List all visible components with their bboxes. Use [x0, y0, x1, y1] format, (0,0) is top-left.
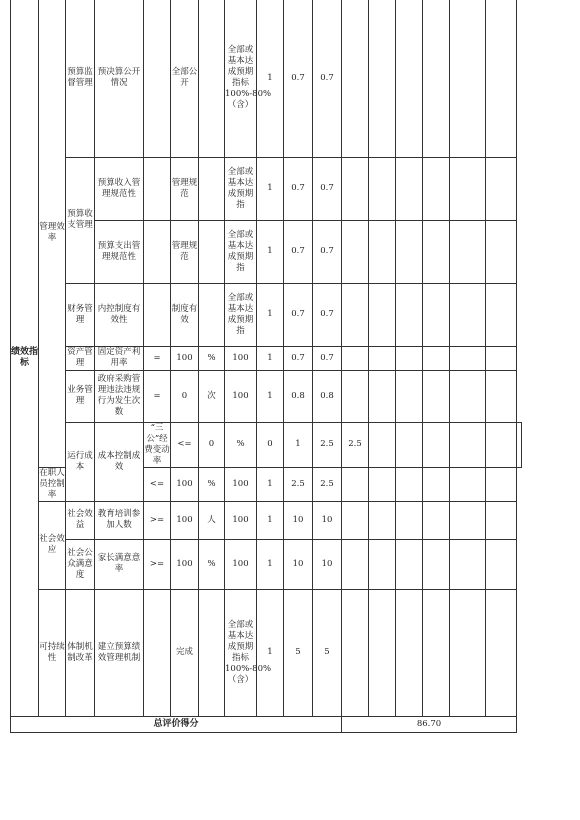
- actual-value: 全部或基本达成预期指标100%-80%（含）: [225, 0, 257, 157]
- blank-cell: [486, 346, 517, 370]
- target-value: 全部公开: [171, 0, 199, 157]
- blank-cell: [450, 467, 486, 501]
- blank-cell: [369, 0, 396, 157]
- level3-indicator: 资产管理: [67, 347, 93, 368]
- blank-cell: [396, 370, 423, 422]
- unit-cell: [199, 283, 225, 346]
- weight-cell: 1: [257, 501, 284, 539]
- level2-sustainability: 可持续性: [39, 589, 66, 716]
- operator-cell: <=: [171, 422, 199, 467]
- performance-evaluation-table: [10, 0, 522, 733]
- blank-cell: [396, 501, 423, 539]
- blank-cell: [423, 501, 450, 539]
- blank-cell: [342, 220, 369, 283]
- weight-cell: 1: [257, 346, 284, 370]
- blank-cell: [423, 539, 450, 589]
- blank-cell: [423, 157, 450, 220]
- operator-cell: >=: [144, 501, 171, 539]
- blank-cell: [396, 0, 423, 157]
- weight-cell: 1: [257, 157, 284, 220]
- blank-cell: [486, 0, 517, 157]
- actual-value: 100: [225, 539, 257, 589]
- blank-cell: [486, 539, 517, 589]
- target-value: 0: [199, 422, 225, 467]
- level3-indicator: 社会效益: [66, 501, 95, 539]
- target-value: 管理规范: [171, 157, 199, 220]
- total-score-value: 86.70: [342, 716, 517, 732]
- operator-cell: [144, 220, 171, 283]
- final-score-cell: 0.7: [313, 346, 342, 370]
- level3-indicator: 业务管理: [66, 370, 95, 422]
- actual-value: 全部或基本达成预期指: [225, 157, 257, 220]
- blank-cell: [486, 220, 517, 283]
- unit-cell: 人: [199, 501, 225, 539]
- weight-cell: 1: [257, 0, 284, 157]
- actual-value: 100: [225, 346, 257, 370]
- operator-cell: [144, 157, 171, 220]
- actual-value: 100: [225, 467, 257, 501]
- target-value: 100: [171, 539, 199, 589]
- actual-value: 0: [257, 422, 284, 467]
- operator-cell: >=: [144, 539, 171, 589]
- blank-cell: [423, 467, 450, 501]
- indicator-name: 预算支出管理规范性: [95, 220, 144, 283]
- blank-cell: [423, 220, 450, 283]
- weight-cell: 1: [257, 283, 284, 346]
- target-value: 完成: [171, 589, 199, 716]
- operator-cell: [144, 0, 171, 157]
- final-score-cell: 2.5: [313, 467, 342, 501]
- blank-cell: [450, 539, 486, 589]
- blank-cell: [396, 346, 423, 370]
- final-score-cell: 0.7: [313, 283, 342, 346]
- actual-value: 全部或基本达成预期指标100%-80%（含）: [225, 589, 257, 716]
- blank-cell: [369, 220, 396, 283]
- score-cell: 5: [284, 589, 313, 716]
- blank-cell: [423, 370, 450, 422]
- blank-cell: [450, 501, 486, 539]
- indicator-name: 内控制度有效性: [95, 283, 144, 346]
- target-value: 100: [171, 467, 199, 501]
- unit-cell: [199, 0, 225, 157]
- final-score-cell: 10: [313, 501, 342, 539]
- final-score-cell: 0.7: [313, 157, 342, 220]
- score-cell: 2.5: [313, 422, 342, 467]
- target-value: 管理规范: [171, 220, 199, 283]
- actual-value: 100: [225, 370, 257, 422]
- blank-cell: [486, 157, 517, 220]
- blank-cell: [369, 467, 396, 501]
- actual-value: 全部或基本达成预期指: [225, 220, 257, 283]
- final-score-cell: 0.8: [313, 370, 342, 422]
- blank-cell: [396, 220, 423, 283]
- blank-cell: [450, 370, 486, 422]
- final-score-cell: 10: [313, 539, 342, 589]
- score-cell: 0.7: [284, 346, 313, 370]
- score-cell: 0.7: [284, 0, 313, 157]
- blank-cell: [342, 539, 369, 589]
- blank-cell: [450, 422, 486, 467]
- blank-cell: [396, 283, 423, 346]
- blank-cell: [423, 346, 450, 370]
- actual-value: 100: [225, 501, 257, 539]
- blank-cell: [342, 501, 369, 539]
- blank-cell: [369, 589, 396, 716]
- unit-cell: [199, 157, 225, 220]
- unit-cell: %: [199, 467, 225, 501]
- blank-cell: [423, 589, 450, 716]
- level3-indicator: 预算收支管理: [66, 157, 95, 283]
- blank-cell: [369, 283, 396, 346]
- operator-cell: [144, 283, 171, 346]
- blank-cell: [396, 539, 423, 589]
- indicator-name: 在职人员控制率: [39, 467, 65, 500]
- weight-cell: 1: [257, 539, 284, 589]
- total-score-label: 总评价得分: [11, 716, 342, 732]
- blank-cell: [396, 422, 423, 467]
- final-score-cell: 5: [313, 589, 342, 716]
- blank-cell: [450, 283, 486, 346]
- score-cell: 10: [284, 501, 313, 539]
- indicator-name: 教育培训参加人数: [95, 501, 144, 539]
- blank-cell: [369, 422, 396, 467]
- blank-cell: [369, 501, 396, 539]
- level3-indicator: 财务管理: [66, 283, 95, 346]
- blank-cell: [450, 0, 486, 157]
- final-score-cell: 0.7: [313, 0, 342, 157]
- unit-cell: %: [199, 539, 225, 589]
- blank-cell: [342, 589, 369, 716]
- unit-cell: [199, 220, 225, 283]
- blank-cell: [342, 370, 369, 422]
- blank-cell: [342, 157, 369, 220]
- unit-cell: %: [199, 346, 225, 370]
- blank-cell: [396, 467, 423, 501]
- blank-cell: [450, 220, 486, 283]
- blank-cell: [342, 0, 369, 157]
- blank-cell: [369, 370, 396, 422]
- blank-cell: [486, 589, 517, 716]
- unit-cell: 次: [199, 370, 225, 422]
- weight-cell: 1: [257, 589, 284, 716]
- operator-cell: =: [144, 346, 171, 370]
- blank-cell: [369, 539, 396, 589]
- target-value: 制度有效: [171, 283, 199, 346]
- blank-cell: [342, 346, 369, 370]
- actual-value: 全部或基本达成预期指: [225, 283, 257, 346]
- indicator-name: “三公”经费变动率: [144, 422, 170, 466]
- level3-indicator: 成本控制成效: [95, 422, 144, 501]
- blank-cell: [486, 467, 517, 501]
- level3-indicator: 社会公众满意度: [66, 539, 95, 589]
- blank-cell: [423, 0, 450, 157]
- blank-cell: [450, 346, 486, 370]
- blank-cell: [486, 283, 517, 346]
- final-score-cell: 2.5: [342, 422, 369, 467]
- blank-cell: [369, 346, 396, 370]
- blank-cell: [342, 467, 369, 501]
- level2-management-efficiency: 管理效率: [39, 0, 66, 467]
- indicator-name: 政府采购管理违法违规行为发生次数: [95, 370, 144, 422]
- unit-cell: %: [225, 422, 257, 467]
- blank-cell: [450, 157, 486, 220]
- operator-cell: [144, 589, 171, 716]
- target-value: 100: [171, 501, 199, 539]
- blank-cell: [369, 157, 396, 220]
- blank-cell: [486, 370, 517, 422]
- indicator-name: 固定资产利用率: [95, 346, 144, 370]
- blank-cell: [342, 283, 369, 346]
- score-cell: 0.7: [284, 157, 313, 220]
- indicator-name: 预算收入管理规范性: [95, 157, 144, 220]
- level2-operation-cost: 运行成本: [66, 422, 95, 501]
- level1-indicator: 绩效指标: [11, 0, 39, 716]
- blank-cell: [486, 501, 517, 539]
- level3-indicator: 体制机制改革: [66, 589, 95, 716]
- indicator-name: 家长满意意率: [95, 539, 144, 589]
- blank-cell: [396, 589, 423, 716]
- score-cell: 0.7: [284, 220, 313, 283]
- blank-cell: [423, 422, 450, 467]
- level2-social-effect: 社会效应: [39, 501, 66, 589]
- score-cell: 2.5: [284, 467, 313, 501]
- operator-cell: <=: [144, 467, 171, 501]
- blank-cell: [450, 589, 486, 716]
- blank-cell: [517, 422, 522, 467]
- weight-cell: 1: [257, 370, 284, 422]
- blank-cell: [486, 422, 517, 467]
- indicator-name: 建立预算绩效管理机制: [95, 589, 144, 716]
- weight-cell: 1: [284, 422, 313, 467]
- target-value: 0: [171, 370, 199, 422]
- operator-cell: =: [144, 370, 171, 422]
- target-value: 100: [171, 346, 199, 370]
- final-score-cell: 0.7: [313, 220, 342, 283]
- unit-cell: [199, 589, 225, 716]
- weight-cell: 1: [257, 467, 284, 501]
- indicator-name: 预决算公开情况: [95, 0, 144, 157]
- weight-cell: 1: [257, 220, 284, 283]
- score-cell: 0.8: [284, 370, 313, 422]
- blank-cell: [423, 283, 450, 346]
- score-cell: 0.7: [284, 283, 313, 346]
- score-cell: 10: [284, 539, 313, 589]
- blank-cell: [396, 157, 423, 220]
- level3-indicator: 预算监督管理: [66, 0, 95, 157]
